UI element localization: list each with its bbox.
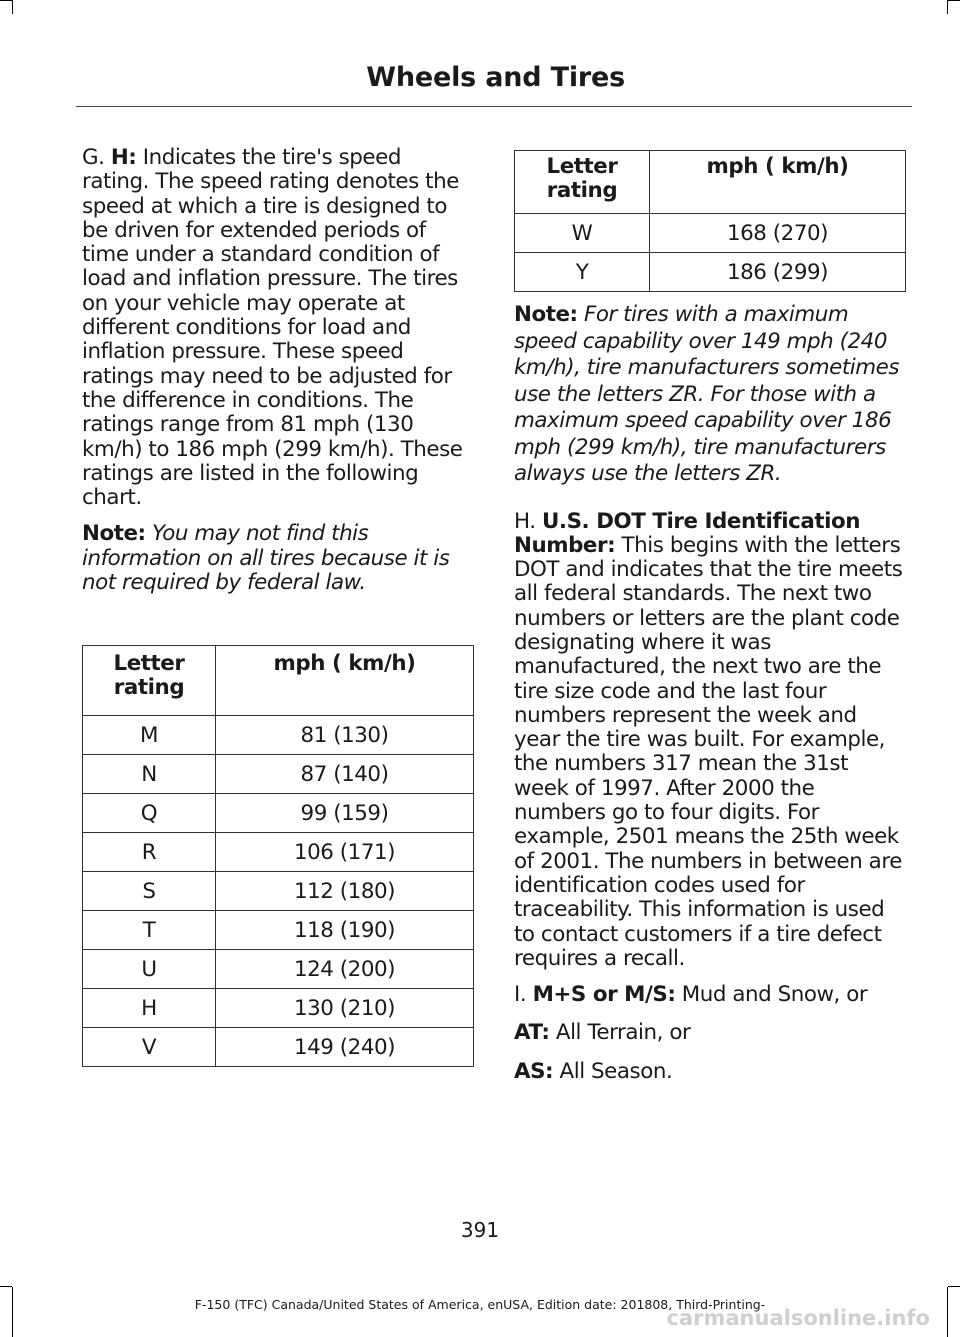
table-cell: U <box>83 950 216 989</box>
item-label: H: <box>110 145 137 170</box>
crop-mark <box>947 1287 948 1337</box>
right-column <box>514 150 908 1096</box>
item-prefix: I. <box>514 982 533 1008</box>
crop-mark <box>0 0 12 1</box>
left-column <box>82 146 474 607</box>
table-cell: 99 (159) <box>216 794 474 833</box>
table-cell: 168 (270) <box>650 214 906 253</box>
table-cell: 112 (180) <box>216 872 474 911</box>
column-header: Letter rating <box>515 151 650 214</box>
crop-mark <box>947 0 948 14</box>
table-row <box>515 214 906 253</box>
note-text: For tires with a maximum speed capability over 149 mph (240 km/h), tire manufacturers sometimes use the letters ZR. For those with a maximum speed capability over 186 mph (299 km/h), tire manufacturers always use the letters ZR. <box>514 302 900 486</box>
table-cell: 124 (200) <box>216 950 474 989</box>
paragraph-i <box>514 983 908 1007</box>
table-cell: 118 (190) <box>216 911 474 950</box>
note-label: Note: <box>82 521 146 547</box>
table-row <box>83 911 474 950</box>
column-header: Letter rating <box>83 646 216 716</box>
table-cell: 87 (140) <box>216 755 474 794</box>
edition-info: F-150 (TFC) Canada/United States of America, enUSA, Edition date: 201808, Third-Printing- <box>194 1297 766 1312</box>
table-cell: 81 (130) <box>216 716 474 755</box>
table-cell: H <box>83 989 216 1028</box>
table-cell: W <box>515 214 650 253</box>
paragraph-g <box>82 146 474 510</box>
item-text: Indicates the tire's speed rating. The speed rating denotes the speed at which a tire is designed to be driven for extended periods of time under a standard condition of load and inflation pressure. The tires on your vehicle may operate at different conditions for load and inflation pressure. These speed ratings may need to be adjusted for the difference in conditions. The ratings range from 81 mph (130 km/h) to 186 mph (299 km/h). These ratings are listed in the following chart. <box>82 145 463 511</box>
crop-mark <box>948 0 960 1</box>
table-row <box>83 716 474 755</box>
column-header: mph ( km/h) <box>650 151 906 214</box>
table-cell: N <box>83 755 216 794</box>
crop-mark <box>948 1286 960 1287</box>
item-text: Mud and Snow, or <box>675 982 868 1008</box>
paragraph-h <box>514 510 908 972</box>
table-cell: T <box>83 911 216 950</box>
watermark: carmanualsonline.info <box>666 1306 930 1330</box>
table-row <box>83 1028 474 1067</box>
speed-rating-table-left <box>82 645 474 1067</box>
item-prefix: H. <box>514 508 542 534</box>
table-row <box>83 989 474 1028</box>
table-header-row <box>515 151 906 214</box>
table-row <box>83 755 474 794</box>
table-header-row <box>83 646 474 716</box>
table-cell: 106 (171) <box>216 833 474 872</box>
table-row <box>83 950 474 989</box>
table-cell: 149 (240) <box>216 1028 474 1067</box>
speed-rating-table-right <box>514 150 906 292</box>
item-text: All Season. <box>553 1058 673 1084</box>
table-cell: R <box>83 833 216 872</box>
crop-mark <box>12 1287 13 1337</box>
header-divider <box>76 106 912 107</box>
table-row <box>83 833 474 872</box>
item-text: This begins with the letters DOT and indicates that the tire meets all federal standards. The next two numbers or letters are the plant code designating where it was manufactured, the next two are the tire size code and the last four numbers represent the week and year the tire was built. For example, the numbers 317 mean the 31st week of 1997. After 2000 the numbers go to four digits. For example, 2501 means the 25th week of 2001. The numbers in between are identification codes used for traceability. This information is used to contact customers if a tire defect requires a recall. <box>514 532 903 971</box>
paragraph-at <box>514 1021 908 1045</box>
note-federal-law <box>82 522 474 595</box>
item-label: M+S or M/S: <box>532 982 676 1008</box>
note-text: You may not find this information on all tires because it is not required by federal law. <box>82 521 450 596</box>
table-cell: S <box>83 872 216 911</box>
item-label: AT: <box>514 1020 550 1046</box>
column-header: mph ( km/h) <box>216 646 474 716</box>
note-label: Note: <box>514 302 578 327</box>
table-cell: 130 (210) <box>216 989 474 1028</box>
table-cell: Y <box>515 253 650 292</box>
crop-mark <box>0 1286 12 1287</box>
table-row <box>83 872 474 911</box>
item-label: U.S. DOT Tire Identification Number: <box>514 508 861 558</box>
page-number: 391 <box>460 1218 500 1242</box>
table-cell: 186 (299) <box>650 253 906 292</box>
table-row <box>83 794 474 833</box>
page-title: Wheels and Tires <box>366 62 625 93</box>
paragraph-as <box>514 1060 908 1084</box>
item-label: AS: <box>514 1058 554 1084</box>
table-cell: V <box>83 1028 216 1067</box>
item-prefix: G. <box>82 145 111 170</box>
table-cell: M <box>83 716 216 755</box>
item-text: All Terrain, or <box>549 1020 691 1046</box>
crop-mark <box>12 0 13 14</box>
table-row <box>515 253 906 292</box>
table-cell: Q <box>83 794 216 833</box>
note-zr-letters <box>514 302 908 488</box>
